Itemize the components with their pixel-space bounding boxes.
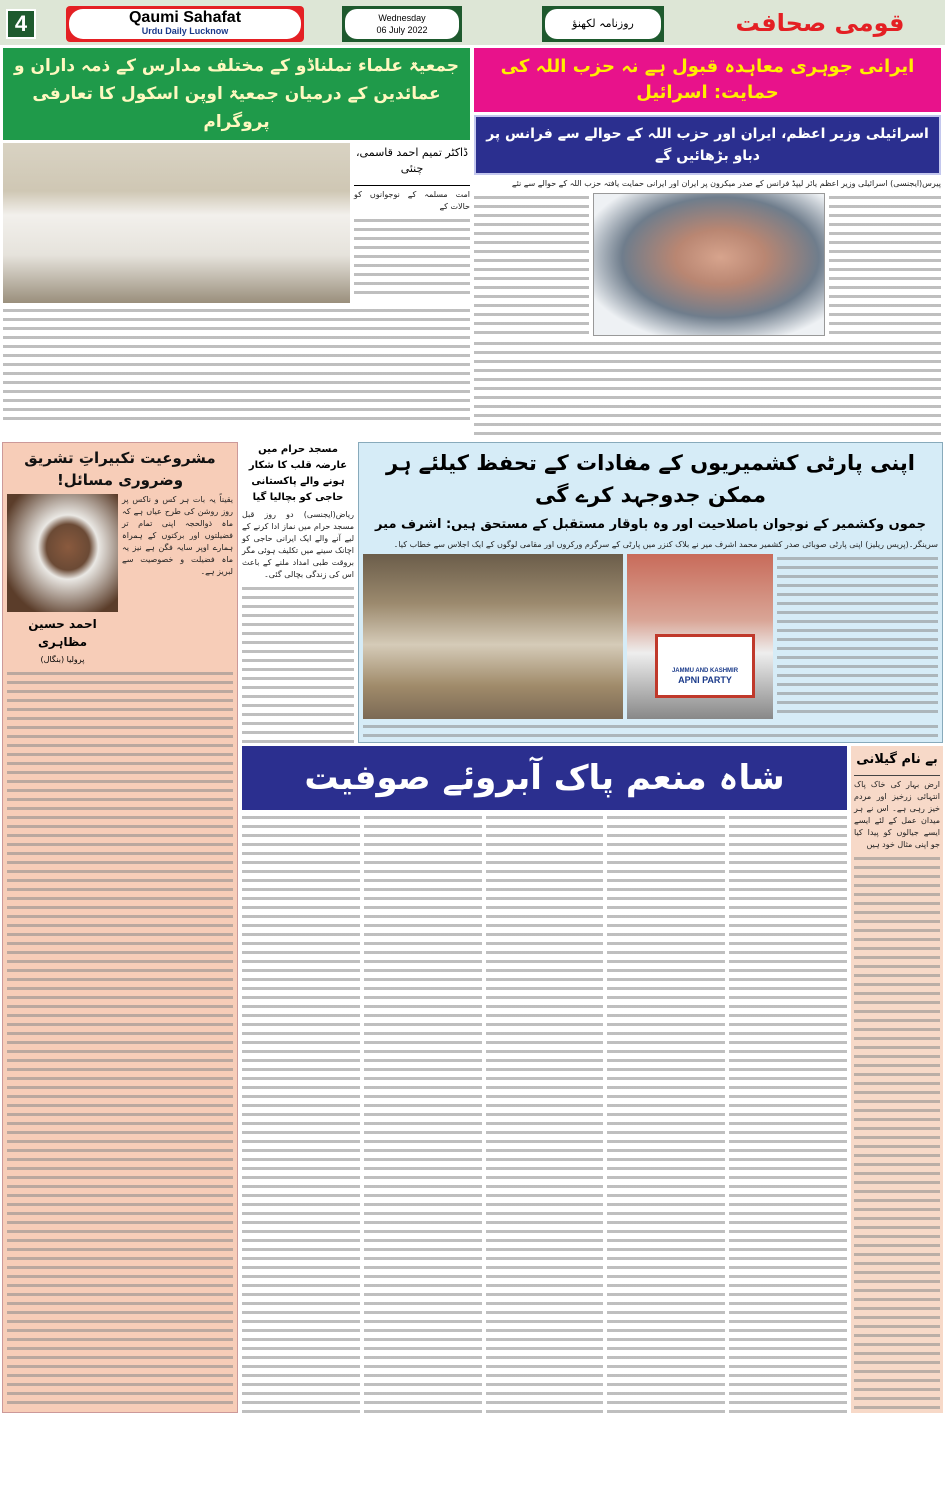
jamiat-byline: ڈاکٹر تمیم احمد قاسمی، چنئی <box>354 143 470 186</box>
shah-body-right <box>854 854 940 1410</box>
page-header <box>0 0 945 45</box>
apni-panel <box>358 442 943 743</box>
shah-body-col1 <box>242 813 360 1413</box>
israel-story <box>474 48 941 439</box>
shah-columns <box>242 813 847 1413</box>
middle-row <box>242 442 943 743</box>
roznama: روزنامہ لکھنؤ <box>545 9 661 39</box>
takbeerat-panel <box>2 442 238 1413</box>
jamiat-headline: جمعیۃ علماء تملناڈو کے مختلف مدارس کے ذمہ داران و عمائدین کے درمیان جمعیۃ اوپن اسکول کا تعارفی پروگرام <box>3 48 470 140</box>
apni-caption <box>363 722 938 738</box>
jamiat-side-col <box>354 143 470 303</box>
haram-headline: مسجد حرام میں عارضہ قلب کا شکار ہونے والے پاکستانی حاجی کو بچالیا گیا <box>248 444 348 503</box>
shah-headline: شاہ منعم پاک آبروئے صوفیت <box>242 746 847 810</box>
takbeerat-author-place: پرولیا (بنگال) <box>40 655 85 664</box>
shah-byline: بے نام گیلانی <box>854 749 940 776</box>
haram-story <box>242 442 354 743</box>
apni-lead: سرینگر۔(پریس ریلیز) اپنی پارٹی صوبائی صدر کشمیر محمد اشرف میر نے بلاک کنزر میں پارٹی کے سرگرم ورکروں اور مقامی لوگوں کے ایک اجلاس سے خطاب کیا۔ <box>393 540 938 549</box>
israel-headline: ایرانی جوہری معاہدہ قبول ہے نہ حزب اللہ کی حمایت: اسرائیل <box>474 48 941 112</box>
jamiat-body-col <box>354 216 470 296</box>
lower-area <box>0 442 945 1415</box>
apni-photo-row <box>363 554 938 719</box>
shah-byline-col <box>851 746 943 1413</box>
takbeerat-body <box>7 669 233 1408</box>
lapid-photo <box>593 193 825 336</box>
jamiat-lead: امت مسلمہ کے نوجوانوں کو حالات کے <box>354 190 470 211</box>
roznama-box <box>542 6 664 42</box>
takbeerat-lead: یقیناً یہ بات ہر کس و ناکس پر روز روشن کی طرح عیاں ہے کہ ماہ ذوالحجہ اپنی تمام تر فضیلتوں اور برکتوں کے ہمراہ ہمارے اوپر سایہ فگن ہے نیز یہ ماہ فضیلت و خصوصیت سے لبریز ہے۔ <box>122 495 233 576</box>
date: 06 July 2022 <box>376 25 428 35</box>
israel-body-right <box>474 193 589 336</box>
apni-body <box>777 554 938 719</box>
date-box <box>342 6 462 42</box>
shah-body-col4 <box>607 813 725 1413</box>
brand-box <box>66 6 304 42</box>
banner-top-text: JAMMU AND KASHMIR <box>671 668 739 674</box>
audience-photo <box>363 554 623 719</box>
author-photo <box>7 494 118 612</box>
takbeerat-headline: مشروعیت تکبیراتِ تشریق وضروری مسائل! <box>24 449 216 489</box>
shah-body-col5 <box>729 813 847 1413</box>
weekday: Wednesday <box>378 13 426 23</box>
takbeerat-top-row <box>7 494 233 666</box>
top-row <box>0 45 945 442</box>
shah-body-col3 <box>486 813 604 1413</box>
apni-headline: اپنی پارٹی کشمیریوں کے مفادات کے تحفظ کیلئے ہر ممکن جدوجہد کرے گی <box>386 451 915 507</box>
shah-lead: ارض بہار کی خاک پاک انتہائی زرخیز اور مردم خیز رہی ہے۔ اس نے ہر میدان عمل کے لئے ایسے ایسے جیالوں کو پیدا کیا جو اپنی مثال خود ہیں <box>854 780 940 849</box>
right-lower <box>242 442 943 1413</box>
israel-lead: پیرس(ایجنسی) اسرائیلی وزیر اعظم یائر لیپڈ فرانس کے صدر میکرون پر ایران اور ایرانی حمایت یافتہ حزب اللہ کے حوالے سے نئے <box>511 179 941 188</box>
banner-text: APNI PARTY <box>678 675 732 685</box>
apni-banner <box>655 634 755 698</box>
haram-lead: ریاض(ایجنسی) دو روز قبل مسجد حرام میں نماز ادا کرنے کے لیے آنے والے ایک ایرانی حاجی کو اچانک سینے میں تکلیف ہوئی مگر بروقت طبی امداد ملنے کے باعث اس کی زندگی بچالی گئی۔ <box>242 510 354 579</box>
shah-main <box>242 746 847 1413</box>
brand-sub: Urdu Daily Lucknow <box>141 26 229 36</box>
haram-body <box>242 584 354 743</box>
shah-story <box>242 746 943 1413</box>
jamiat-story <box>3 48 470 426</box>
takbeerat-author: احمد حسین مظاہری <box>28 617 97 649</box>
speaker-photo <box>627 554 773 719</box>
jamiat-body <box>3 306 470 426</box>
masthead-urdu: قومی صحافت <box>735 9 905 37</box>
israel-body-row <box>474 193 941 336</box>
jamiat-meeting-photo <box>3 143 350 303</box>
shah-body-col2 <box>364 813 482 1413</box>
author-box <box>7 494 118 666</box>
brand-name: Qaumi Sahafat <box>128 9 242 26</box>
israel-body <box>474 339 941 439</box>
jamiat-photo-row <box>3 143 470 303</box>
page-number: 4 <box>6 9 36 39</box>
apni-subhead: جموں وکشمیر کے نوجوان باصلاحیت اور وہ باوقار مستقبل کے مستحق ہیں: اشرف میر <box>375 517 926 532</box>
israel-body-left <box>829 193 941 336</box>
israel-subhead: اسرائیلی وزیر اعظم، ایران اور حزب اللہ کے حوالے سے فرانس پر دباو بڑھائیں گے <box>474 115 941 175</box>
